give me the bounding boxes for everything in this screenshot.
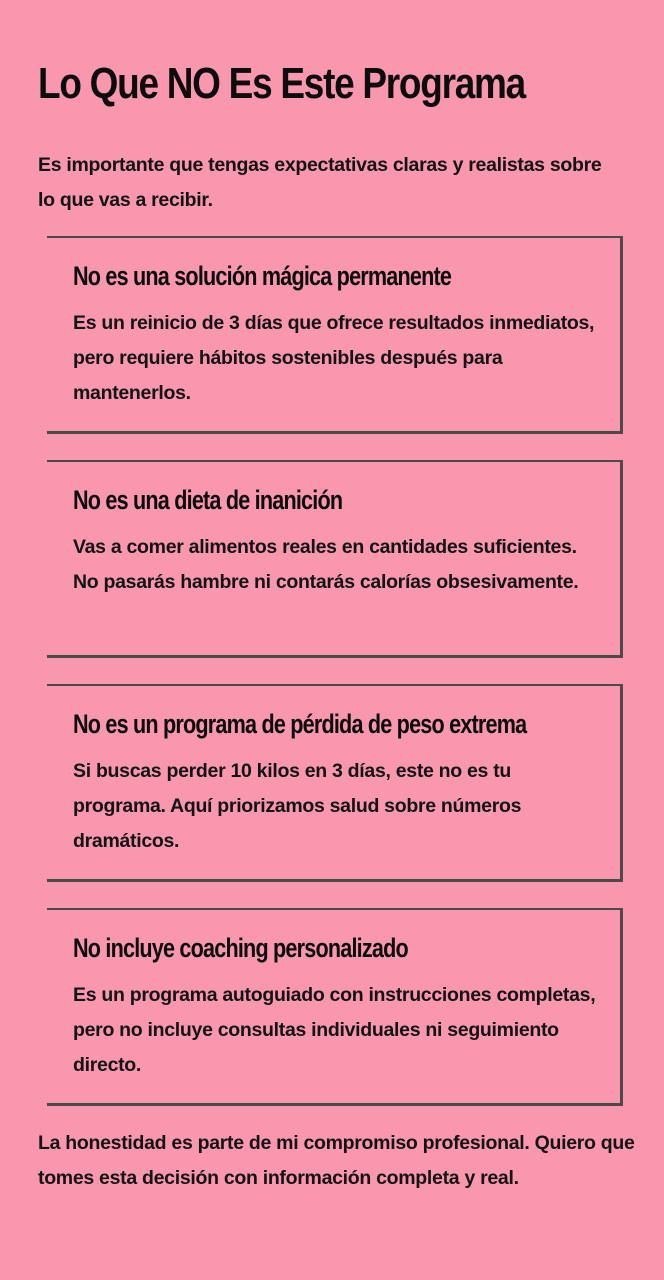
- card-title: No es una solución mágica permanente: [73, 261, 452, 291]
- card-title: No es un programa de pérdida de peso extrema: [73, 709, 527, 739]
- card-title: No es una dieta de inanición: [73, 485, 343, 515]
- card-body: Es un reinicio de 3 días que ofrece resultados inmediatos, pero requiere hábitos sostenibles después para mantenerlos.: [73, 312, 595, 404]
- page-title: Lo Que NO Es Este Programa: [38, 59, 525, 108]
- card-no-starvation-diet: [47, 460, 623, 658]
- card-body: Vas a comer alimentos reales en cantidades suficientes. No pasarás hambre ni contarás calorías obsesivamente.: [73, 536, 579, 593]
- card-body: Si buscas perder 10 kilos en 3 días, este no es tu programa. Aquí priorizamos salud sobre números dramáticos.: [73, 760, 522, 852]
- closing-text: La honestidad es parte de mi compromiso profesional. Quiero que tomes esta decisión con información completa y real.: [38, 1132, 635, 1189]
- card-no-magic-solution: [47, 236, 623, 434]
- card-title: No incluye coaching personalizado: [73, 933, 408, 963]
- intro-text: Es importante que tengas expectativas claras y realistas sobre lo que vas a recibir.: [38, 154, 602, 211]
- card-no-extreme-weight-loss: [47, 684, 623, 882]
- card-no-personal-coaching: [47, 908, 623, 1106]
- card-body: Es un programa autoguiado con instrucciones completas, pero no incluye consultas individuales ni seguimiento directo.: [73, 984, 596, 1076]
